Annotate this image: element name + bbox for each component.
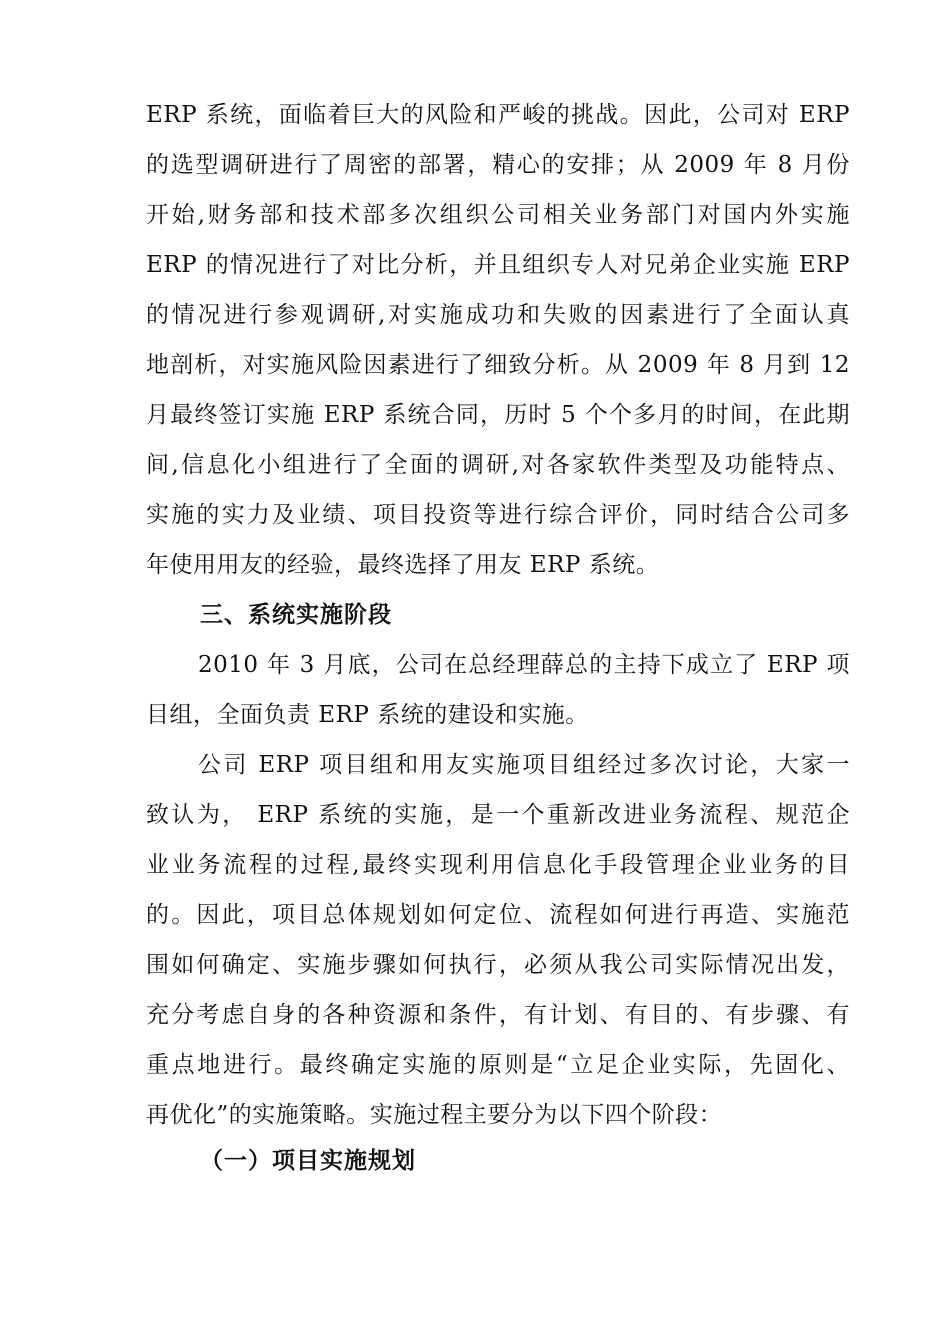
subsection-heading: （一）项目实施规划	[200, 1148, 416, 1174]
text-line: ERP 系统，面临着巨大的风险和严峻的挑战。因此，公司对 ERP	[146, 102, 850, 128]
text-line: 开始,财务部和技术部多次组织公司相关业务部门对国内外实施	[146, 202, 850, 228]
text-line: 重点地进行。最终确定实施的原则是“立足企业实际，先固化、	[146, 1052, 850, 1078]
text-line: 公司 ERP 项目组和用友实施项目组经过多次讨论，大家一	[198, 752, 850, 778]
text-line: 月最终签订实施 ERP 系统合同，历时 5 个个多月的时间，在此期	[146, 402, 850, 428]
text-line: 的情况进行参观调研,对实施成功和失败的因素进行了全面认真	[146, 302, 850, 328]
text-line: 充分考虑自身的各种资源和条件，有计划、有目的、有步骤、有	[146, 1002, 850, 1028]
text-line: ERP 的情况进行了对比分析，并且组织专人对兄弟企业实施 ERP	[146, 252, 850, 278]
section-heading: 三、系统实施阶段	[200, 602, 392, 628]
text-line: 的。因此，项目总体规划如何定位、流程如何进行再造、实施范	[146, 902, 850, 928]
paragraph-erp-selection	[146, 101, 850, 580]
text-line: 再优化”的实施策略。实施过程主要分为以下四个阶段：	[146, 1102, 723, 1128]
paragraph-implementation-principle	[146, 751, 850, 1130]
text-line: 致认为， ERP 系统的实施，是一个重新改进业务流程、规范企	[146, 802, 850, 828]
paragraph-project-team	[146, 651, 850, 730]
text-line: 间,信息化小组进行了全面的调研,对各家软件类型及功能特点、	[146, 452, 850, 478]
text-line: 实施的实力及业绩、项目投资等进行综合评价，同时结合公司多	[146, 502, 850, 528]
text-line: 业业务流程的过程,最终实现利用信息化手段管理企业业务的目	[146, 852, 850, 878]
text-line: 的选型调研进行了周密的部署，精心的安排；从 2009 年 8 月份	[146, 152, 850, 178]
text-line: 2010 年 3 月底，公司在总经理薛总的主持下成立了 ERP 项	[198, 652, 850, 678]
text-line: 目组，全面负责 ERP 系统的建设和实施。	[146, 702, 589, 728]
text-line: 年使用用友的经验，最终选择了用友 ERP 系统。	[146, 552, 660, 578]
text-line: 围如何确定、实施步骤如何执行，必须从我公司实际情况出发，	[146, 952, 850, 978]
text-line: 地剖析，对实施风险因素进行了细致分析。从 2009 年 8 月到 12	[146, 352, 850, 378]
